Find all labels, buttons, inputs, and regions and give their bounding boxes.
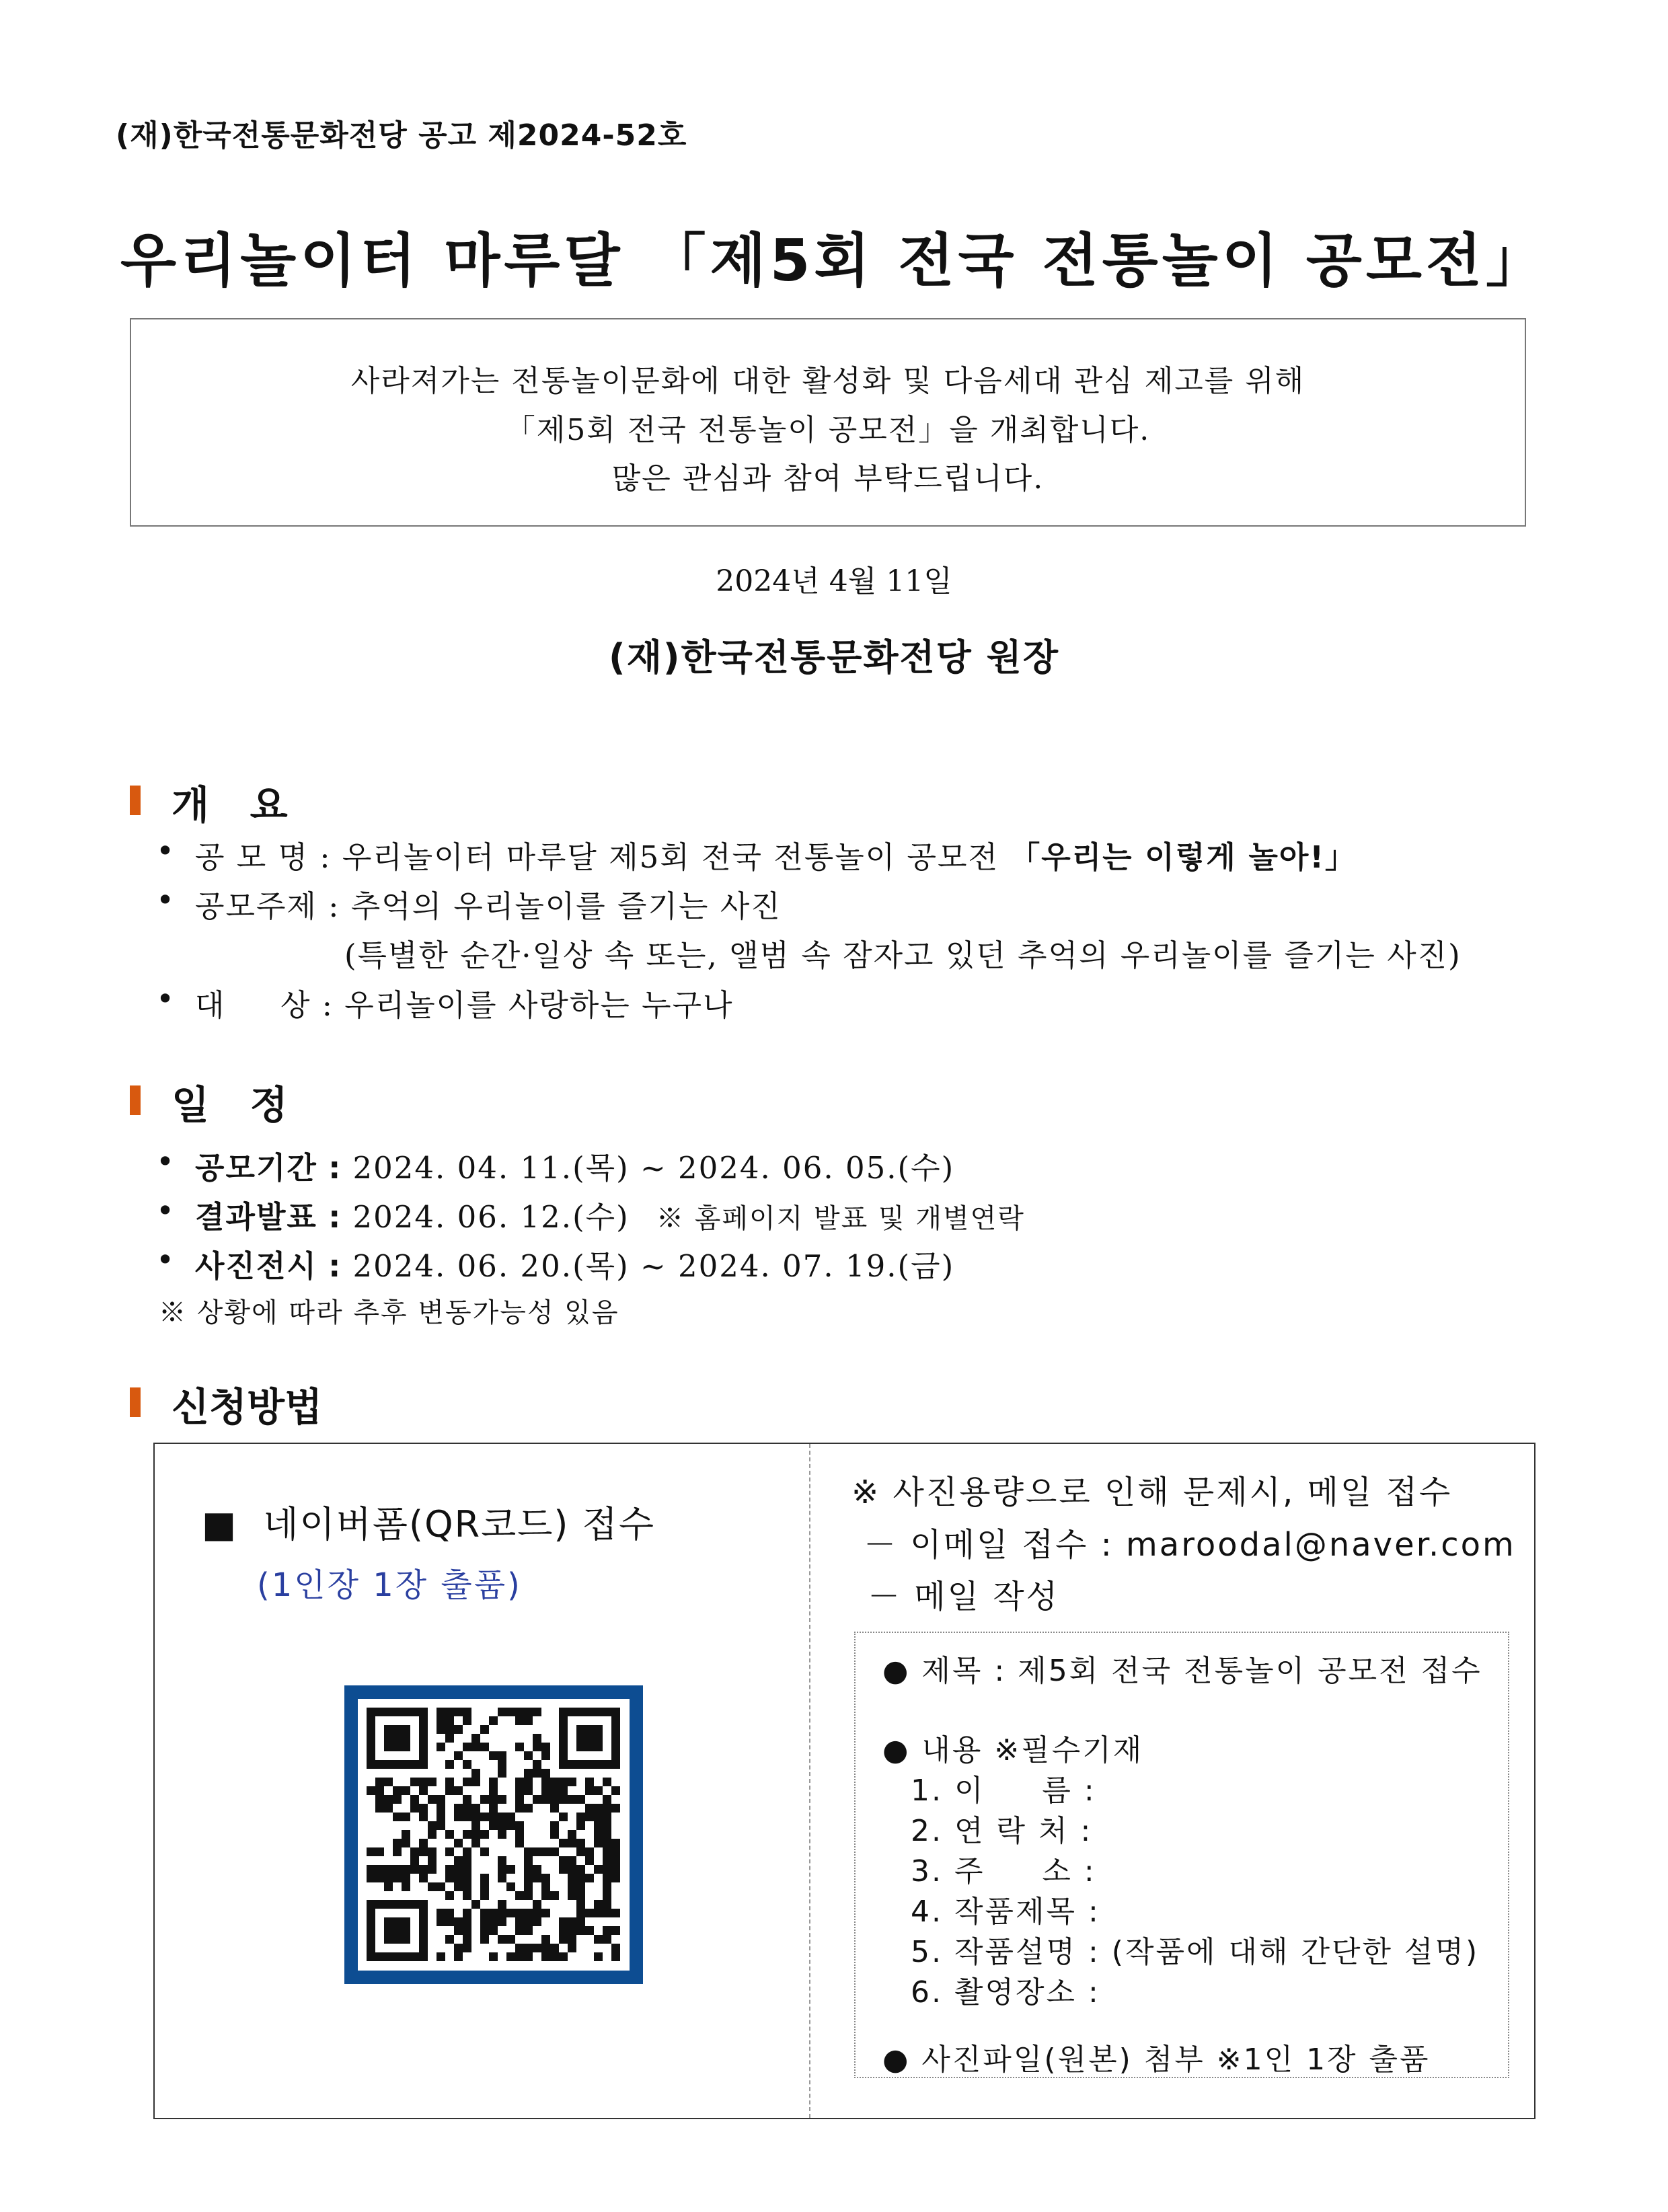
mail-field: 3. 주 소 :	[911, 1854, 1096, 1889]
item-sep: :	[321, 987, 334, 1023]
notice-date: 2024년 4월 11일	[716, 564, 952, 599]
item-value-bold: 「우리는 이렇게 놀아!」	[1010, 839, 1357, 875]
issuer: (재)한국전통문화전당 원장	[609, 636, 1059, 679]
item-sep: :	[328, 1248, 342, 1284]
qr-code-icon	[358, 1699, 630, 1971]
item-value: 우리놀이터 마루달 제5회 전국 전통놀이 공모전	[342, 839, 999, 875]
item-sep: :	[328, 1150, 342, 1186]
section-title-overview: 개 요	[172, 782, 288, 828]
schedule-footnote: ※ 상황에 따라 추후 변동가능성 있음	[159, 1297, 619, 1328]
intro-line: 사라져가는 전통놀이문화에 대한 활성화 및 다음세대 관심 제고를 위해	[350, 364, 1305, 398]
mail-subject: ● 제목 : 제5회 전국 전통놀이 공모전 접수	[882, 1654, 1482, 1688]
mail-field: 5. 작품설명 : (작품에 대해 간단한 설명)	[911, 1935, 1480, 1969]
page-title: 우리놀이터 마루달 「제5회 전국 전통놀이 공모전」	[120, 227, 1548, 295]
mail-field: 6. 촬영장소 :	[911, 1975, 1100, 2010]
mail-field: 2. 연 락 처 :	[911, 1814, 1093, 1848]
item-value: 2024. 04. 11.(목) ~ 2024. 06. 05.(수)	[352, 1150, 955, 1186]
bullet-icon: •	[156, 1192, 175, 1229]
list-item-contest-name	[195, 833, 1357, 876]
mail-content: ● 내용 ※필수기재	[882, 1733, 1144, 1767]
item-sep: :	[328, 1199, 342, 1235]
email-address-line[interactable]: － 이메일 접수 : maroodal@naver.com	[864, 1526, 1516, 1564]
bullet-icon: •	[156, 1143, 175, 1180]
item-value: 2024. 06. 20.(목) ~ 2024. 07. 19.(금)	[352, 1248, 955, 1284]
mail-field: 4. 작품제목 :	[911, 1895, 1100, 1929]
item-sep: :	[319, 839, 332, 875]
item-label: 공 모 명	[195, 839, 309, 875]
item-value: 2024. 06. 12.(수)	[352, 1199, 630, 1235]
item-label: 공모주제	[195, 888, 317, 924]
bullet-icon: •	[156, 981, 175, 1017]
schedule-item-exhibition	[195, 1242, 954, 1285]
section-title-schedule: 일 정	[172, 1082, 288, 1128]
intro-box	[130, 318, 1526, 527]
item-note: ※ 홈페이지 발표 및 개별연락	[656, 1203, 1025, 1234]
bullet-icon: •	[156, 882, 175, 918]
item-value: 추억의 우리놀이를 즐기는 사진	[350, 888, 782, 924]
notice-number: (재)한국전통문화전당 공고 제2024-52호	[116, 118, 687, 153]
qr-code[interactable]	[344, 1685, 643, 1984]
section-title-application: 신청방법	[172, 1384, 323, 1430]
mail-attachment: ● 사진파일(원본) 첨부 ※1인 1장 출품	[882, 2043, 1431, 2077]
bullet-icon: •	[156, 833, 175, 869]
bullet-icon: •	[156, 1242, 175, 1278]
intro-line: 「제5회 전국 전통놀이 공모전」을 개최합니다.	[505, 413, 1151, 447]
section-marker	[130, 1387, 141, 1417]
item-sep: :	[328, 888, 340, 924]
section-marker	[130, 786, 141, 815]
theme-note: (특별한 순간·일상 속 또는, 앨범 속 잠자고 있던 추억의 우리놀이를 즐기는 사진)	[344, 938, 1462, 973]
item-value: 우리놀이를 사랑하는 누구나	[344, 987, 734, 1023]
section-marker	[130, 1085, 141, 1115]
item-label: 사진전시	[195, 1248, 317, 1284]
mail-compose-line: － 메일 작성	[868, 1578, 1059, 1615]
list-item-theme	[195, 882, 782, 925]
list-item-target	[195, 981, 734, 1024]
naver-form-heading: ■ 네이버폼(QR코드) 접수	[202, 1503, 655, 1546]
schedule-item-period	[195, 1143, 954, 1187]
item-label: 공모기간	[195, 1150, 317, 1186]
intro-line: 많은 관심과 참여 부탁드립니다.	[611, 461, 1045, 496]
naver-form-subtitle: (1인장 1장 출품)	[257, 1566, 522, 1604]
item-label: 대 상	[195, 987, 311, 1023]
email-notice: ※ 사진용량으로 인해 문제시, 메일 접수	[851, 1474, 1453, 1511]
schedule-item-results	[195, 1192, 1025, 1236]
column-divider	[809, 1444, 810, 2118]
mail-field: 1. 이 름 :	[911, 1774, 1096, 1808]
mail-form-box	[854, 1632, 1509, 2078]
item-label: 결과발표	[195, 1199, 317, 1235]
